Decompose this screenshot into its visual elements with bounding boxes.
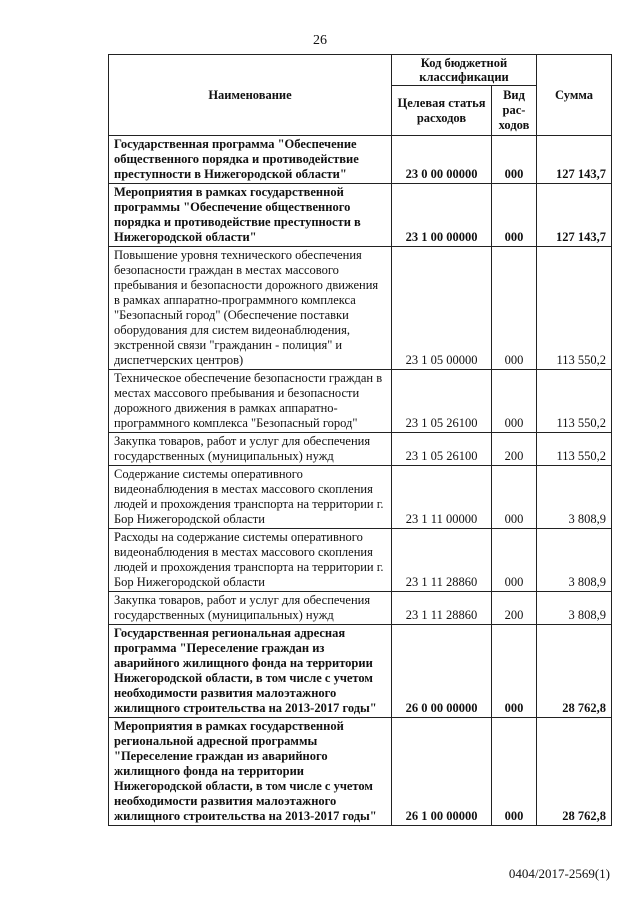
row-target-article: 23 1 11 28860 [392, 529, 492, 592]
row-expense-type: 000 [492, 370, 537, 433]
row-target-article: 23 1 11 28860 [392, 592, 492, 625]
row-sum: 28 762,8 [537, 625, 612, 718]
row-target-article: 23 1 11 00000 [392, 466, 492, 529]
row-sum: 127 143,7 [537, 184, 612, 247]
table-header [109, 55, 612, 136]
row-target-article: 23 0 00 00000 [392, 136, 492, 184]
row-expense-type: 200 [492, 433, 537, 466]
row-name: Государственная региональная адресная программа "Переселение граждан из аварийного жилищного фонда на территории Нижегородской области, в том числе с учетом необходимости развития малоэтажного жилищного строительства на 2013-2017 годы" [109, 625, 392, 718]
row-sum: 113 550,2 [537, 433, 612, 466]
header-expense-type: Вид рас-ходов [492, 86, 537, 136]
row-sum: 28 762,8 [537, 718, 612, 826]
row-name: Закупка товаров, работ и услуг для обеспечения государственных (муниципальных) нужд [109, 592, 392, 625]
header-name: Наименование [109, 55, 392, 136]
row-expense-type: 000 [492, 625, 537, 718]
header-target-article: Целевая статья расходов [392, 86, 492, 136]
table-row [109, 718, 612, 826]
row-expense-type: 000 [492, 247, 537, 370]
row-name: Мероприятия в рамках государственной региональной адресной программы "Переселение граждан из аварийного жилищного фонда на территории Нижегородской области, в том числе с учетом необходимости развития малоэтажного жилищного строительства на 2013-2017 годы" [109, 718, 392, 826]
table-row [109, 466, 612, 529]
row-target-article: 23 1 05 00000 [392, 247, 492, 370]
row-target-article: 23 1 05 26100 [392, 370, 492, 433]
header-code-group: Код бюджетной классификации [392, 55, 537, 86]
row-expense-type: 000 [492, 718, 537, 826]
row-sum: 3 808,9 [537, 529, 612, 592]
row-sum: 113 550,2 [537, 247, 612, 370]
row-expense-type: 000 [492, 466, 537, 529]
page-number: 26 [313, 33, 327, 48]
table-row [109, 625, 612, 718]
table-row [109, 136, 612, 184]
row-name: Техническое обеспечение безопасности граждан в местах массового пребывания и безопасности дорожного движения в рамках аппаратно-программного комплекса "Безопасный город" [109, 370, 392, 433]
row-expense-type: 200 [492, 592, 537, 625]
row-sum: 113 550,2 [537, 370, 612, 433]
row-expense-type: 000 [492, 136, 537, 184]
header-sum: Сумма [537, 55, 612, 136]
row-sum: 3 808,9 [537, 466, 612, 529]
row-name: Расходы на содержание системы оперативного видеонаблюдения в местах массового скопления людей и прохождения транспорта на территории г. Бор Нижегородской области [109, 529, 392, 592]
row-name: Содержание системы оперативного видеонаблюдения в местах массового скопления людей и прохождения транспорта на территории г. Бор Нижегородской области [109, 466, 392, 529]
row-sum: 3 808,9 [537, 592, 612, 625]
row-target-article: 23 1 00 00000 [392, 184, 492, 247]
table-row [109, 529, 612, 592]
row-expense-type: 000 [492, 529, 537, 592]
document-code: 0404/2017-2569(1) [508, 866, 610, 881]
table-body [109, 136, 612, 826]
budget-table [108, 54, 612, 826]
row-target-article: 23 1 05 26100 [392, 433, 492, 466]
row-name: Закупка товаров, работ и услуг для обеспечения государственных (муниципальных) нужд [109, 433, 392, 466]
row-target-article: 26 0 00 00000 [392, 625, 492, 718]
row-target-article: 26 1 00 00000 [392, 718, 492, 826]
table-row [109, 184, 612, 247]
row-name: Мероприятия в рамках государственной программы "Обеспечение общественного порядка и противодействие преступности в Нижегородской области" [109, 184, 392, 247]
table-row [109, 247, 612, 370]
row-name: Повышение уровня технического обеспечения безопасности граждан в местах массового пребывания и безопасности дорожного движения в рамках аппаратно-программного комплекса "Безопасный город" (Обеспечение поставки оборудования для систем видеонаблюдения, экстренной связи "гражданин - полиция" и диспетчерских центров) [109, 247, 392, 370]
table-row [109, 433, 612, 466]
row-name: Государственная программа "Обеспечение общественного порядка и противодействие преступности в Нижегородской области" [109, 136, 392, 184]
row-sum: 127 143,7 [537, 136, 612, 184]
table-row [109, 592, 612, 625]
table-row [109, 370, 612, 433]
row-expense-type: 000 [492, 184, 537, 247]
